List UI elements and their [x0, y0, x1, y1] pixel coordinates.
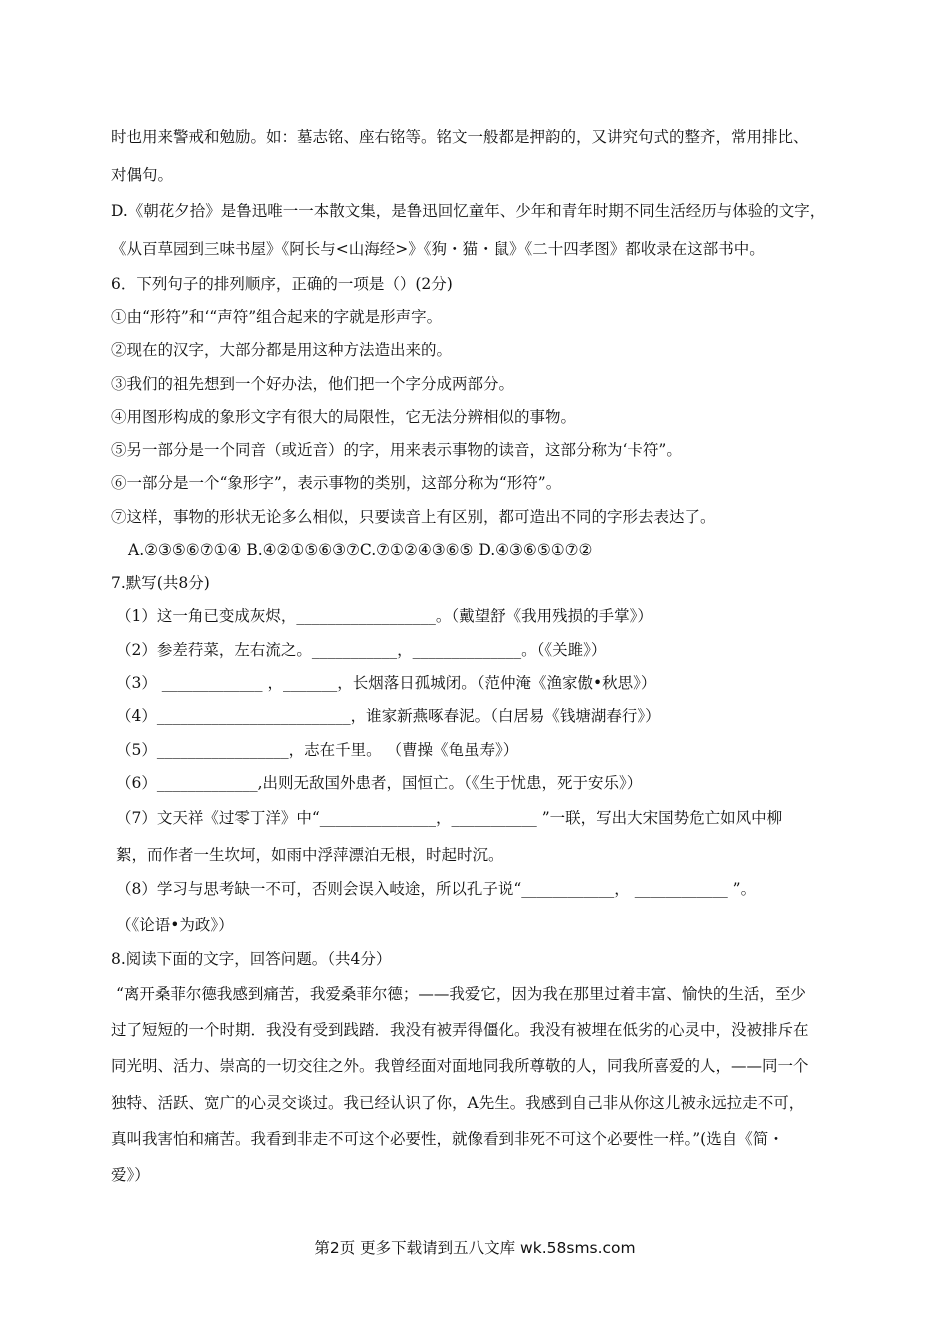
text-line: 对偶句。: [111, 166, 174, 184]
dictation-6: （6）_____________,出则无敌国外患者，国恒亡。（《生于忧患，死于安乐》）: [116, 774, 643, 792]
passage-line: 同光明、活力、崇高的一切交往之外。我曾经面对面地同我所尊敬的人，同我所喜爱的人，——同一个: [111, 1057, 809, 1075]
text-line: 时也用来警戒和勉励。如：墓志铭、座右铭等。铭文一般都是押韵的，又讲究句式的整齐，常用排比、: [111, 128, 809, 146]
dictation-2: （2）参差荇菜，左右流之。___________，______________。（《关雎》）: [116, 641, 607, 659]
answer-options: A.②③⑤⑥⑦①④ B.④②①⑤⑥③⑦C.⑦①②④③⑥⑤ D.④③⑥⑤①⑦②: [128, 541, 593, 559]
dictation-5: （5）_________________，志在千里。 （曹操《龟虽寿》）: [116, 741, 519, 759]
sentence-3: ③我们的祖先想到一个好办法，他们把一个字分成两部分。: [111, 375, 515, 393]
sentence-6: ⑥一部分是一个“象形字”，表示事物的类别，这部分称为“形符”。: [111, 474, 562, 492]
dictation-8-cont: （《论语•为政》）: [116, 916, 234, 934]
text-line: 《从百草园到三味书屋》《阿长与<山海经>》《狗・猫・鼠》《二十四孝图》都收录在这部书中。: [111, 240, 765, 258]
dictation-3: （3） _____________ ，_______，长烟落日孤城闭。（范仲淹《渔家傲•秋思》）: [116, 674, 657, 692]
sentence-5: ⑤另一部分是一个同音（或近音）的字，用来表示事物的读音，这部分称为‘卡符”。: [111, 441, 682, 459]
passage-line: 独特、活跃、宽广的心灵交谈过。我已经认识了你，A先生。我感到自己非从你这儿被永远拉走不可，: [111, 1094, 805, 1112]
dictation-1: （1）这一角已变成灰烬，__________________。（戴望舒《我用残损的手掌》）: [116, 607, 653, 625]
question-6: 6．下列句子的排列顺序，正确的一项是（）(2分): [111, 275, 453, 293]
question-7: 7.默写(共8分): [111, 574, 210, 592]
page-footer: 第2页 更多下载请到五八文库 wk.58sms.com: [314, 1239, 636, 1257]
sentence-2: ②现在的汉字，大部分都是用这种方法造出来的。: [111, 341, 453, 359]
sentence-4: ④用图形构成的象形文字有很大的局限性，它无法分辨相似的事物。: [111, 408, 577, 426]
dictation-4: （4）_________________________，谁家新燕啄春泥。（白居易《钱塘湖春行》）: [116, 707, 661, 725]
passage-line: 爱》）: [111, 1166, 150, 1184]
passage-line: 真叫我害怕和痛苦。我看到非走不可这个必要性，就像看到非死不可这个必要性一样。”(选自《简・: [111, 1130, 784, 1148]
dictation-7-cont: 絮，而作者一生坎坷，如雨中浮萍漂泊无根，时起时沉。: [116, 846, 504, 864]
option-d-line: D.《朝花夕拾》是鲁迅唯一一本散文集，是鲁迅回忆童年、少年和青年时期不同生活经历与体验的文字，: [111, 202, 826, 220]
passage-line: 过了短短的一个时期．我没有受到践踏．我没有被弄得僵化。我没有被埋在低劣的心灵中，没被排斥在: [111, 1021, 809, 1039]
sentence-1: ①由“形符”和‘“声符”组合起来的字就是形声字。: [111, 308, 443, 326]
sentence-7: ⑦这样，事物的形状无论多么相似，只要读音上有区别，都可造出不同的字形去表达了。: [111, 508, 716, 526]
dictation-7: （7）文天祥《过零丁洋》中“_______________，___________ ”一联，写出大宋国势危亡如风中柳: [116, 809, 783, 827]
question-8: 8.阅读下面的文字，回答问题。（共4分）: [111, 950, 392, 968]
dictation-8: （8）学习与思考缺一不可，否则会误入岐途，所以孔子说“____________， ____________ ”。: [116, 880, 757, 898]
passage-line: “离开桑菲尔德我感到痛苦，我爱桑菲尔德；——我爱它，因为我在那里过着丰富、愉快的生活，至少: [116, 985, 806, 1003]
